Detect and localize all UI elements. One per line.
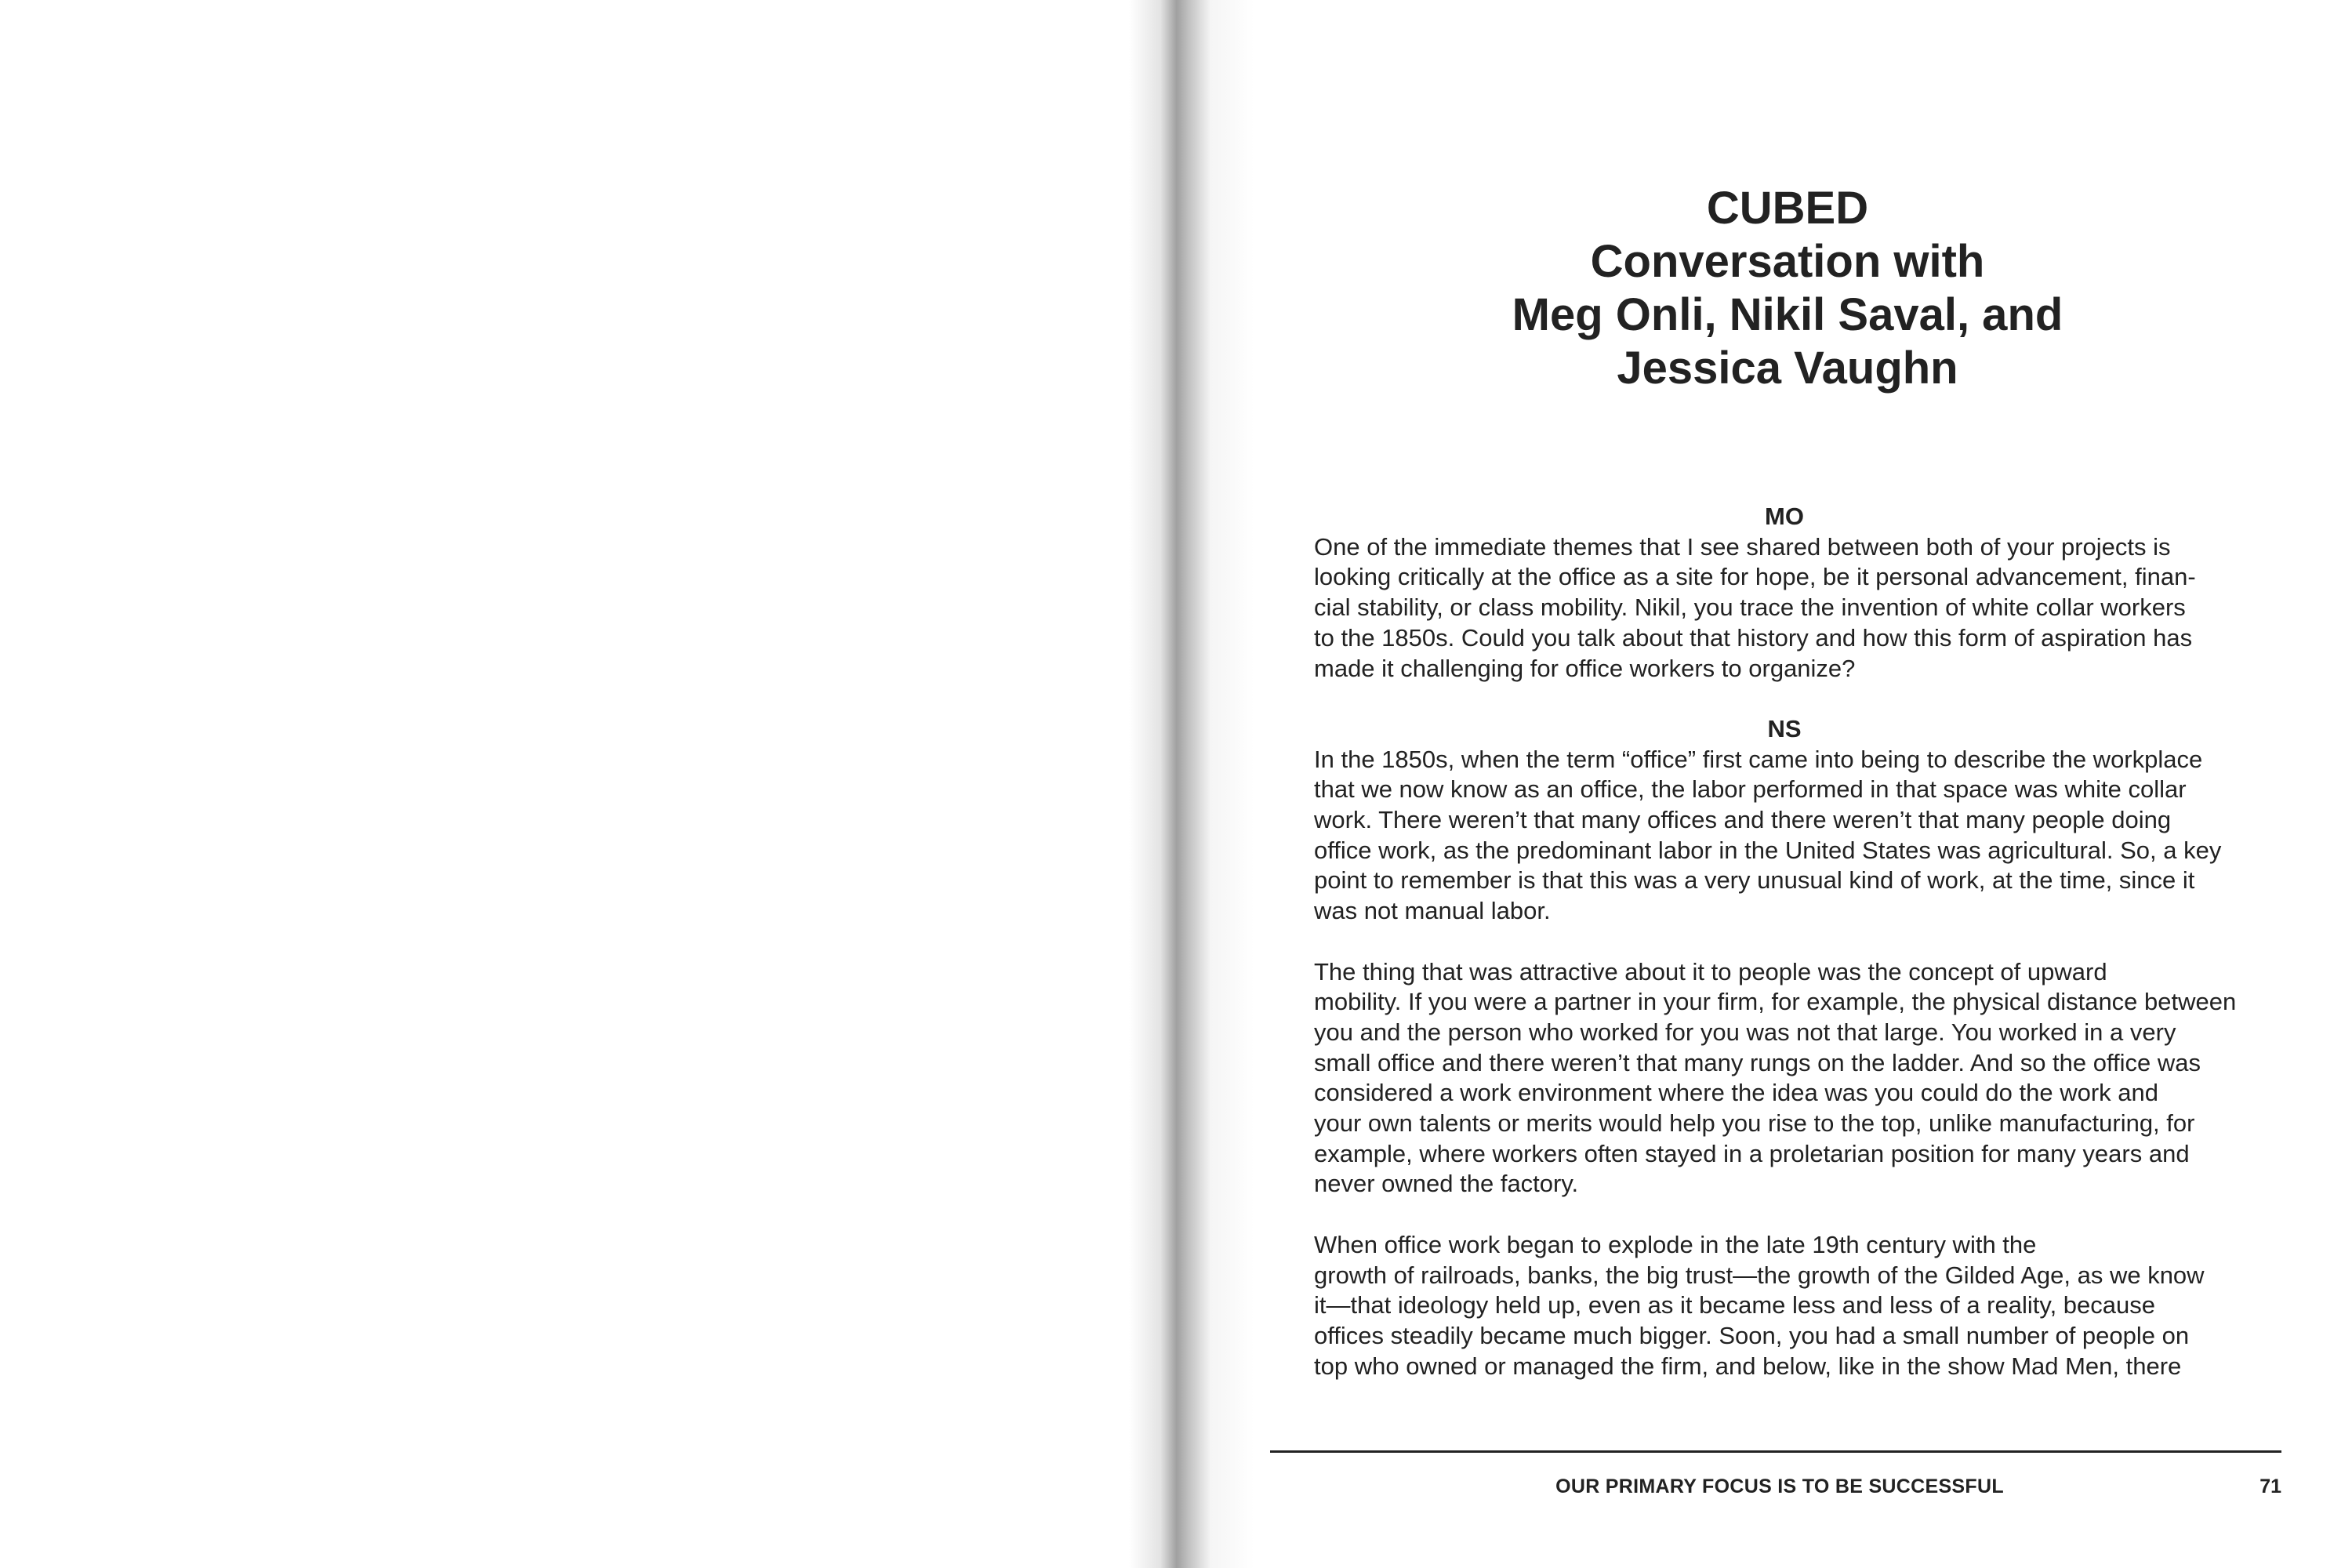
title-line-1: CUBED: [1706, 183, 1869, 234]
paragraph-spacer: [1314, 1200, 2255, 1230]
left-page-blank: [0, 0, 1152, 1568]
paragraph-spacer: [1314, 927, 2255, 957]
footer-rule: [1270, 1450, 2281, 1453]
title-line-4: Jessica Vaughn: [1617, 343, 1958, 394]
chapter-title: [1380, 182, 2195, 395]
speaker-label-mo: MO: [1765, 503, 1804, 530]
page-number: 71: [2259, 1475, 2281, 1497]
paragraph-spacer: [1314, 684, 2255, 714]
ns-answer-paragraph-3: When office work began to explode in the late 19th century with the growth of railroads, banks, the big trust—the growth of the Gilded Age, as we know it—that ideology held up, even as it became less and less of a reality, because offices steadily became much bigger. Soon, you had a small number of people on top who owned or managed the firm, and below, like in the show Mad Men, there: [1314, 1230, 2205, 1380]
title-line-2: Conversation with: [1590, 236, 1985, 287]
running-footer-title: OUR PRIMARY FOCUS IS TO BE SUCCESSFUL: [1555, 1475, 2004, 1497]
conversation-body: [1314, 502, 2255, 1381]
ns-answer-paragraph-1: In the 1850s, when the term “office” first came into being to describe the workplace that we now know as an office, the labor performed in that space was white collar work. There weren’t that many offices and there weren’t that many people doing office work, as the predominant labor in the United States was agricultural. So, a key point to remember is that this was a very unusual kind of work, at the time, since it was not manual labor.: [1314, 745, 2222, 925]
mo-question-paragraph: One of the immediate themes that I see shared between both of your projects is looking critically at the office as a site for hope, be it personal advancement, finan- cial stability, or class mobility. Nikil, you trace the invention of white collar workers to the 1850s. Could you talk about that history and how this form of aspiration has made it challenging for office workers to organize?: [1314, 532, 2196, 682]
title-line-3: Meg Onli, Nikil Saval, and: [1512, 289, 2063, 340]
ns-answer-paragraph-2: The thing that was attractive about it to people was the concept of upward mobility. If you were a partner in your firm, for example, the physical distance between you and the person who worked for you was not that large. You worked in a very small office and there weren’t that many rungs on the ladder. And so the office was considered a work environment where the idea was you could do the work and your own talents or merits would help you rise to the top, unlike manufacturing, for example, where workers often stayed in a proletarian position for many years and never owned the factory.: [1314, 957, 2237, 1198]
speaker-label-ns: NS: [1767, 714, 1802, 742]
